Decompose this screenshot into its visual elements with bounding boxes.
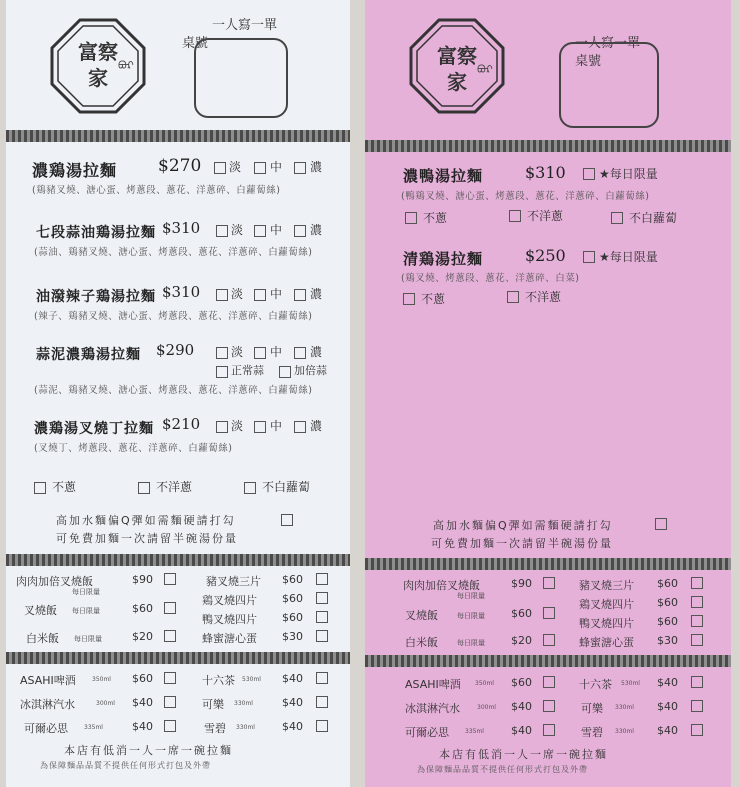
broth-light-checkbox[interactable]	[216, 347, 228, 359]
broth-rich-checkbox[interactable]	[294, 289, 306, 301]
drink-checkbox[interactable]	[164, 720, 176, 732]
drink-price: $40	[282, 720, 303, 733]
no-scallion-checkbox[interactable]	[405, 212, 417, 224]
daily-limited-checkbox[interactable]	[583, 251, 595, 263]
order-sheet-right	[365, 0, 731, 787]
drink-volume: 300ml	[477, 704, 496, 711]
broth-medium-label: 中	[270, 419, 283, 433]
side-price: $90	[511, 577, 532, 590]
noodle-firmness-note: 高加水麵偏Q彈如需麵硬請打勾	[56, 514, 236, 527]
side-name: 鶏叉燒四片	[579, 598, 634, 611]
no-scallion-label: 不蔥	[423, 211, 448, 225]
side-checkbox[interactable]	[164, 630, 176, 642]
decorative-band	[6, 130, 350, 142]
drink-price: $40	[132, 720, 153, 733]
drink-price: $40	[132, 696, 153, 709]
dish-price: $270	[158, 156, 202, 176]
side-name: 肉肉加倍叉燒飯	[403, 579, 480, 592]
drink-checkbox[interactable]	[691, 724, 703, 736]
decorative-band	[365, 558, 731, 570]
dish-description: (鶏叉燒、烤蔥段、蔥花、洋蔥碎、白菜)	[401, 273, 580, 284]
dish-description: (鴨鶏叉燒、溏心蛋、烤蔥段、蔥花、洋蔥碎、白蘿蔔絲)	[401, 191, 650, 202]
decorative-band	[6, 554, 350, 566]
drink-checkbox[interactable]	[543, 676, 555, 688]
drink-checkbox[interactable]	[164, 696, 176, 708]
minimum-charge-note: 本店有低消一人一席一碗拉麵	[64, 744, 233, 757]
side-limit-note: 每日限量	[72, 588, 100, 596]
drink-name: 雪碧	[581, 726, 603, 739]
side-name: 蜂蜜溏心蛋	[202, 632, 257, 645]
garlic-double-checkbox[interactable]	[279, 366, 291, 378]
dish-price: $250	[525, 246, 566, 265]
drink-checkbox[interactable]	[316, 720, 328, 732]
drink-name: ASAHI啤酒	[405, 678, 461, 691]
dish-description: (鶏豬叉燒、溏心蛋、烤蔥段、蔥花、洋蔥碎、白蘿蔔絲)	[32, 185, 281, 196]
side-checkbox[interactable]	[691, 596, 703, 608]
side-name: 鴨叉燒四片	[579, 617, 634, 630]
dish-description: (叉燒丁、烤蔥段、蔥花、洋蔥碎、白蘿蔔絲)	[34, 443, 233, 454]
side-price: $60	[657, 577, 678, 590]
drink-price: $40	[511, 700, 532, 713]
no-takeout-note: 為保障麵品品質不提供任何形式打包及外帶	[417, 765, 588, 774]
dish-name: 濃鶏湯叉燒丁拉麵	[34, 421, 154, 437]
no-radish-checkbox[interactable]	[244, 482, 256, 494]
broth-medium-checkbox[interactable]	[254, 225, 266, 237]
garlic-double-label: 加倍蒜	[294, 364, 327, 377]
dish-name: 油潑辣子鶏湯拉麵	[36, 289, 156, 305]
daily-limited-label: ★每日限量	[599, 250, 658, 264]
side-price: $20	[511, 634, 532, 647]
broth-medium-label: 中	[270, 223, 283, 237]
drink-volume: 530ml	[621, 680, 640, 687]
dish-price: $290	[156, 341, 195, 359]
drink-volume: 335ml	[465, 728, 484, 735]
broth-light-label: 淡	[231, 223, 244, 237]
no-onion-label: 不洋蔥	[156, 480, 193, 494]
free-refill-note: 可免費加麵一次請留半碗湯份量	[431, 537, 613, 550]
drink-volume: 330ml	[234, 700, 253, 707]
side-limit-note: 每日限量	[457, 592, 485, 600]
side-name: 蜂蜜溏心蛋	[579, 636, 634, 649]
firm-noodle-checkbox[interactable]	[281, 514, 293, 526]
logo-mongol-script: ᠪᠣᠷ	[477, 63, 493, 76]
side-name: 白米飯	[405, 636, 438, 649]
broth-light-label: 淡	[231, 419, 244, 433]
broth-rich-checkbox[interactable]	[294, 162, 306, 174]
side-price: $60	[282, 611, 303, 624]
side-name: 肉肉加倍叉燒飯	[16, 575, 93, 588]
side-limit-note: 每日限量	[74, 635, 102, 643]
drink-volume: 335ml	[84, 724, 103, 731]
side-name: 鶏叉燒四片	[202, 594, 257, 607]
broth-rich-label: 濃	[310, 287, 323, 301]
logo-text-top: 富察	[437, 44, 477, 68]
dish-name: 清鶏湯拉麵	[403, 250, 484, 268]
broth-light-label: 淡	[231, 345, 244, 359]
dish-price: $310	[162, 219, 201, 237]
drink-volume: 300ml	[96, 700, 115, 707]
side-price: $30	[282, 630, 303, 643]
table-number-label: 桌號	[575, 54, 602, 69]
drink-checkbox[interactable]	[691, 700, 703, 712]
table-number-box[interactable]	[559, 42, 659, 128]
drink-name: ASAHI啤酒	[20, 674, 76, 687]
broth-medium-checkbox[interactable]	[254, 162, 266, 174]
side-checkbox[interactable]	[691, 615, 703, 627]
drink-price: $60	[132, 672, 153, 685]
dish-name: 濃鴨湯拉麵	[403, 167, 484, 185]
side-checkbox[interactable]	[543, 577, 555, 589]
drink-volume: 330ml	[236, 724, 255, 731]
drink-name: 可樂	[202, 698, 224, 711]
drink-name: 可爾必思	[405, 726, 449, 739]
side-name: 叉燒飯	[405, 609, 438, 622]
no-radish-label: 不白蘿蔔	[262, 480, 311, 494]
broth-medium-checkbox[interactable]	[254, 347, 266, 359]
broth-medium-checkbox[interactable]	[254, 289, 266, 301]
firm-noodle-checkbox[interactable]	[655, 518, 667, 530]
broth-medium-label: 中	[270, 160, 283, 174]
drink-price: $40	[657, 676, 678, 689]
drink-name: 十六茶	[202, 674, 235, 687]
side-checkbox[interactable]	[691, 634, 703, 646]
drink-checkbox[interactable]	[164, 672, 176, 684]
side-price: $60	[511, 607, 532, 620]
logo-mongol-script: ᠪᠣᠷ	[118, 59, 134, 72]
side-price: $30	[657, 634, 678, 647]
order-note: 一人寫一單	[212, 18, 278, 33]
order-sheet-left	[6, 0, 350, 787]
side-checkbox[interactable]	[164, 573, 176, 585]
daily-limited-checkbox[interactable]	[583, 168, 595, 180]
no-takeout-note: 為保障麵品品質不提供任何形式打包及外帶	[40, 761, 211, 770]
logo-text-bottom: 家	[88, 66, 108, 90]
garlic-normal-checkbox[interactable]	[216, 366, 228, 378]
drink-price: $60	[511, 676, 532, 689]
broth-light-label: 淡	[231, 287, 244, 301]
drink-name: 可爾必思	[24, 722, 68, 735]
dish-description: (辣子、鶏豬叉燒、溏心蛋、烤蔥段、蔥花、洋蔥碎、白蘿蔔絲)	[34, 311, 313, 322]
drink-checkbox[interactable]	[543, 700, 555, 712]
broth-rich-label: 濃	[310, 160, 323, 174]
broth-medium-label: 中	[270, 345, 283, 359]
broth-rich-label: 濃	[310, 223, 323, 237]
dish-name: 蒜泥濃鶏湯拉麵	[36, 347, 141, 363]
drink-name: 可樂	[581, 702, 603, 715]
decorative-band	[365, 655, 731, 667]
dish-description: (蒜泥、鶏豬叉燒、溏心蛋、烤蔥段、蔥花、洋蔥碎、白蘿蔔絲)	[34, 385, 313, 396]
broth-light-checkbox[interactable]	[216, 421, 228, 433]
no-scallion-label: 不蔥	[52, 480, 77, 494]
drink-price: $40	[511, 724, 532, 737]
broth-rich-checkbox[interactable]	[294, 225, 306, 237]
side-checkbox[interactable]	[316, 573, 328, 585]
no-onion-checkbox[interactable]	[507, 291, 519, 303]
broth-medium-label: 中	[270, 287, 283, 301]
side-name: 叉燒飯	[24, 604, 57, 617]
broth-rich-label: 濃	[310, 345, 323, 359]
decorative-band	[365, 140, 731, 152]
side-checkbox[interactable]	[164, 602, 176, 614]
dish-price: $310	[162, 283, 201, 301]
table-number-box[interactable]	[194, 38, 288, 118]
dish-name: 濃鶏湯拉麵	[32, 161, 118, 180]
drink-volume: 350ml	[475, 680, 494, 687]
no-onion-checkbox[interactable]	[509, 210, 521, 222]
side-checkbox[interactable]	[316, 611, 328, 623]
decorative-band	[6, 652, 350, 664]
drink-volume: 530ml	[242, 676, 261, 683]
no-onion-label: 不洋蔥	[527, 209, 564, 223]
no-scallion-checkbox[interactable]	[34, 482, 46, 494]
no-scallion-label: 不蔥	[421, 292, 446, 306]
side-checkbox[interactable]	[543, 634, 555, 646]
no-radish-label: 不白蘿蔔	[629, 211, 678, 225]
dish-price: $210	[162, 415, 201, 433]
side-name: 豬叉燒三片	[206, 575, 261, 588]
broth-rich-label: 濃	[310, 419, 323, 433]
table-number-label: 桌號	[182, 36, 209, 51]
no-onion-checkbox[interactable]	[138, 482, 150, 494]
side-name: 鴨叉燒四片	[202, 613, 257, 626]
broth-medium-checkbox[interactable]	[254, 421, 266, 433]
drink-volume: 350ml	[92, 676, 111, 683]
order-note: 一人寫一單	[575, 36, 641, 51]
side-name: 白米飯	[26, 632, 59, 645]
drink-name: 雪碧	[204, 722, 226, 735]
drink-name: 冰淇淋汽水	[20, 698, 75, 711]
logo-text-top: 富察	[78, 40, 118, 64]
free-refill-note: 可免費加麵一次請留半碗湯份量	[56, 532, 238, 545]
garlic-normal-label: 正常蒜	[231, 364, 264, 377]
drink-volume: 330ml	[615, 704, 634, 711]
side-checkbox[interactable]	[543, 607, 555, 619]
side-name: 豬叉燒三片	[579, 579, 634, 592]
drink-checkbox[interactable]	[316, 672, 328, 684]
dish-description: (蒜油、鶏豬叉燒、溏心蛋、烤蔥段、蔥花、洋蔥碎、白蘿蔔絲)	[34, 247, 313, 258]
dish-name: 七段蒜油鶏湯拉麵	[36, 225, 156, 241]
no-radish-checkbox[interactable]	[611, 212, 623, 224]
daily-limited-label: ★每日限量	[599, 167, 658, 181]
drink-price: $40	[282, 696, 303, 709]
broth-light-checkbox[interactable]	[216, 289, 228, 301]
broth-light-checkbox[interactable]	[214, 162, 226, 174]
broth-rich-checkbox[interactable]	[294, 421, 306, 433]
side-limit-note: 每日限量	[457, 639, 485, 647]
side-price: $60	[657, 615, 678, 628]
side-limit-note: 每日限量	[457, 612, 485, 620]
side-price: $60	[282, 592, 303, 605]
drink-price: $40	[657, 724, 678, 737]
side-price: $60	[282, 573, 303, 586]
minimum-charge-note: 本店有低消一人一席一碗拉麵	[439, 748, 608, 761]
side-price: $90	[132, 573, 153, 586]
logo-text-bottom: 家	[447, 70, 467, 94]
drink-name: 冰淇淋汽水	[405, 702, 460, 715]
noodle-firmness-note: 高加水麵偏Q彈如需麵硬請打勾	[433, 519, 613, 532]
drink-checkbox[interactable]	[691, 676, 703, 688]
no-scallion-checkbox[interactable]	[403, 293, 415, 305]
drink-price: $40	[282, 672, 303, 685]
side-price: $60	[132, 602, 153, 615]
side-price: $20	[132, 630, 153, 643]
side-checkbox[interactable]	[316, 630, 328, 642]
drink-checkbox[interactable]	[543, 724, 555, 736]
side-checkbox[interactable]	[316, 592, 328, 604]
broth-light-checkbox[interactable]	[216, 225, 228, 237]
dish-price: $310	[525, 163, 566, 182]
drink-volume: 330ml	[615, 728, 634, 735]
side-limit-note: 每日限量	[72, 607, 100, 615]
broth-rich-checkbox[interactable]	[294, 347, 306, 359]
no-onion-label: 不洋蔥	[525, 290, 562, 304]
side-checkbox[interactable]	[691, 577, 703, 589]
drink-price: $40	[657, 700, 678, 713]
drink-checkbox[interactable]	[316, 696, 328, 708]
side-price: $60	[657, 596, 678, 609]
broth-light-label: 淡	[229, 160, 242, 174]
drink-name: 十六茶	[579, 678, 612, 691]
